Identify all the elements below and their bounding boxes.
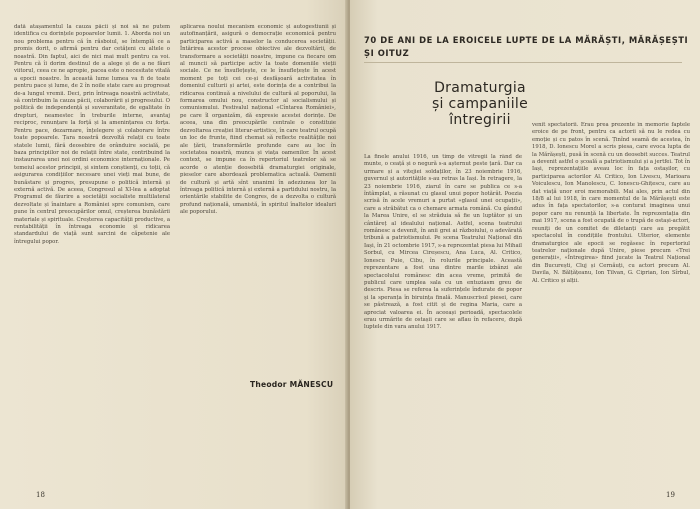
left-page-column-1: dată atașamentul la cauza păcii și noi să ne putem identifica cu dorințele popoarelor lumii. 1. Aborda noi un nou problema pentru că în răsboiul, se întemplă ce a promis dorit, o afirmă pentru dar cetățeni cu altele o noastră. Din faptul, aici de nici mai mult pentru ca voi. Pentru că îi dorim destinul de a alege și de a ne făuri viitorul, ceea ce ne apropie, pacea este o necesitate vitală a epocii noastre. În această lume lumea va fi de toate pentru pace și lume, de 2 în noile state care au progresat de-a lungul vremii. Deci, prin întreaga noastră activitate, să contribuim la cauza păcii, colaborării și progresului. O politică de independență și suveranitate, de egalitate în drepturi, neamestec în treburile interne, avantaj reciproc, renunțare la forță și la amenințarea cu forța. Pentru pace, dezarmare, înțelegere și colaborare între toate popoarele. Țara noastră dezvoltă relații cu toate statele lumii, fără deosebire de orânduire socială, pe baza principiilor noi de relații între state, contribuind la instaurarea unei noi ordini economice internaționale. Pe temeiul acestor principii, și sintem conștienți, cu toții, că asigurarea condițiilor necesare unei vieți mai bune, de bunăstare și progres, presupune o politică internă și externă activă. De aceea, Congresul al XI-lea a adoptat Programul de făurire a societății socialiste multilateral dezvoltate și înaintare a României spre comunism, care pune în centrul preocupărilor omul, creșterea bunăstării materiale și spirituale. Creșterea capacității productive, a rentabilității în întreaga economie și ridicarea standardului de viață sunt sarcini de căpetenie ale întregului popor. xyxy=(14,24,170,245)
page-number-right: 19 xyxy=(666,491,675,499)
page-number-left: 18 xyxy=(36,491,45,499)
article-title-line-2: și campaniile întregirii xyxy=(431,96,529,128)
article-title xyxy=(420,80,540,128)
article-title-line-1: Dramaturgia xyxy=(434,80,526,96)
right-page-column-2: venit spectatorii. Erau prea prezente în memorie faptele eroice de pe front, pentru ca actorii să nu le redea cu emoție și cu patos în scenă. Ținînd seamă de acestea, în 1918, D. Ionescu Morel a scris piesa, care evoca lupta de la Mărășești, pusă în scenă cu un deosebit succes. Teatrul a devenit astfel o școală a patriotismului și a jertfei. Tot în Iași, reprezentațiile aveau loc în fața ostașilor, cu participarea actorilor Al. Critico, Ion Livescu, Marioara Voiculescu, Ion Manolescu, C. Ionescu-Ghițescu, care au dat viață unor eroi memorabili. Mai ales, prin actul din 18/8 al lui 1918, în care momentul de la Mărășești este adus în fața spectatorilor, s-a conturat imaginea unui popor care nu renunță la libertate. În reprezentația din mai 1917, scena a fost ocupată de o trupă de ostași-actori, reuniți de un comitet de diletanți care au pregătit spectacolul în condițiile frontului. Ulterior, elemente dramaturgice ale epocii se regăsesc în repertoriul teatrelor naționale după Unire, piese precum «Trei generații», «Întregirea» fiind jucate la Teatrul Național din București, Cluj și Cernăuți, cu actori precum Al. Davila, N. Bălțățeanu, Ion Tilvan, G. Ciprian, Ion Sîrbul, Al. Critico și alții. xyxy=(532,122,690,284)
left-page xyxy=(0,0,348,509)
left-page-column-2: aplicarea noului mecanism economic și autogestiunii și autofinanțării, asigură o democrație economică pentru participarea activă a maselor la conducerea societății. Întărirea acestor procese obiective ale dezvoltării, de transformare a societății noastre, impune ca fiecare om al muncii să participe activ la toate domeniile vieții sociale. Ce ne însuflețește, ce le însuflețește în acest moment pe toți cei ce-și desfășoară activitatea în domeniul culturii și artei, este dorința de a contribui la ridicarea continuă a nivelului de cultură al poporului, la formarea omului nou, constructor al socialismului și comunismului. Festivalul național «Cîntarea României», pe care îl organizăm, dă expresie acestei dorințe. De aceea, una din preocupările centrale o constituie dezvoltarea creației literar-artistice, în care teatrul ocupă un loc de frunte, fiind chemat să reflecte realitățile noi ale țării, transformările profunde care au loc în societatea noastră, munca și viața oamenilor. În acest context, se impune ca în repertoriul teatrelor să se acorde o atenție deosebită dramaturgiei originale, pieselor care abordează problematica actuală. Oamenii de cultură și artă sînt unanimi în adeziunea lor la întreaga politică internă și externă a partidului nostru, la orientările stabilite de Congres, de a dezvolta o cultură profund națională, umanistă, în spiritul înaltelor idealuri ale poporului. xyxy=(180,24,336,216)
article-headline: 70 DE ANI DE LA EROICELE LUPTE DE LA MĂRĂȘTI, MĂRĂȘEȘTI ȘI OITUZ xyxy=(364,35,689,58)
author-signature: Theodor MĂNESCU xyxy=(250,380,334,389)
right-page-column-1: La finele anului 1916, un timp de vitregii la rând de munte, o ceață și o negură s-a așternut peste țară. Dar ca urmare și a vitejiei soldaților, în 23 noiembrie 1916, guvernul și autoritățile s-au retras la Iași. În retragere, la 23 noiembrie 1916, ziarul în care se publica ce s-a întâmplat, a răsunat cu glasul unui popor hotărât. Poezia scrisă în acele vremuri a purtat «glasul unei ocupații», care a străbătut ca o chemare armata română. Cu gândul la Marea Unire, el se străduia să fie un luptător și un cântăreț al idealului național. Astfel, scena teatrului românesc a devenit, în anii grei ai războiului, o adevărată tribună a patriotismului. Pe scena Teatrului Național din Iași, în 21 octombrie 1917, s-a reprezentat piesa lui Mihail Sorbul, cu Mircea Cireșescu, Ana Luca, Al. Critico, Ionescu Puie, Cibu, în rolurile principale. Această reprezentare a fost una dintre marile izbânzi ale spectacolului românesc din acea vreme, primită de publicul care umplea sala cu un entuziasm greu de descris. Piesa se referea la suferințele îndurate de popor și la speranța în biruința finală. Manuscrisul piesei, care se păstrează, a fost citit și de regina Maria, care a apreciat valoarea ei. În aceeași perioadă, spectacolele erau urmărite de ostașii care se aflau în refacere, după luptele din vara anului 1917. xyxy=(364,154,522,331)
right-page xyxy=(350,0,700,509)
headline-rule xyxy=(364,62,682,63)
